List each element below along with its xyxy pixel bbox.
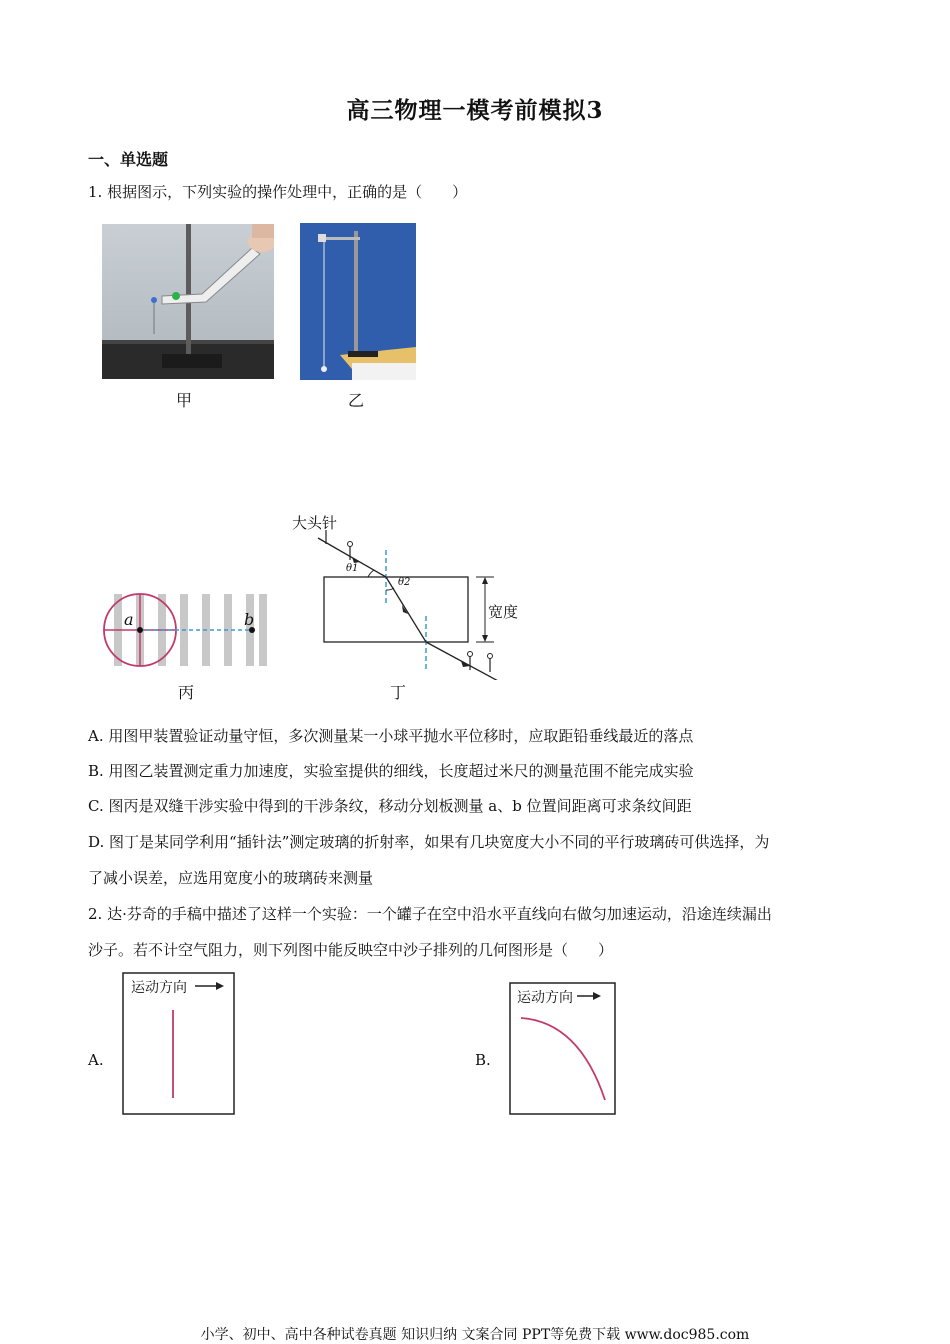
q1-option-d-line2: 了减小误差，应选用宽度小的玻璃砖来测量 [88, 869, 374, 887]
q2-option-b-direction-label: 运动方向 [517, 990, 573, 1006]
figure-label-yi: 乙 [347, 391, 364, 410]
q2-option-a-label: A. [88, 1051, 104, 1069]
q2-option-a-direction-label: 运动方向 [131, 980, 187, 996]
question-2-stem-line2: 沙子。若不计空气阻力，则下列图中能反映空中沙子排列的几何图形是（ ） [88, 941, 614, 959]
theta1-label: θ1 [346, 563, 359, 574]
question-1-stem: 1. 根据图示，下列实验的操作处理中，正确的是（ ） [88, 183, 468, 201]
q1-option-a: A. 用图甲装置验证动量守恒，多次测量某一小球平抛水平位移时，应取距铅垂线最近的落点 [88, 727, 694, 745]
fringe-point-b-label: b [244, 610, 255, 629]
width-label: 宽度 [488, 603, 519, 621]
figure-label-jia: 甲 [175, 391, 192, 410]
question-2-stem-line1: 2. 达·芬奇的手稿中描述了这样一个实验：一个罐子在空中沿水平直线向右做匀加速运动，沿途连续漏出 [88, 905, 772, 923]
q1-option-c: C. 图丙是双缝干涉实验中得到的干涉条纹，移动分划板测量 a、b 位置间距离可求条纹间距 [88, 797, 692, 815]
section-heading: 一、单选题 [88, 150, 169, 169]
q1-option-b: B. 用图乙装置测定重力加速度，实验室提供的细线，长度超过米尺的测量范围不能完成实验 [88, 762, 694, 780]
figure-yi-photo [300, 223, 416, 380]
figure-bing-fringes [98, 590, 273, 670]
q2-option-b-label: B. [475, 1051, 491, 1069]
footer: 小学、初中、高中各种试卷真题 知识归纳 文案合同 PPT等免费下载 www.doc985.com [200, 1327, 750, 1343]
fringe-point-a-label: a [124, 610, 134, 629]
figure-jia-photo [102, 224, 274, 379]
figure-label-ding: 丁 [389, 683, 406, 702]
q1-option-d-line1: D. 图丁是某同学利用“插针法”测定玻璃的折射率，如果有几块宽度大小不同的平行玻璃砖可供选择，为 [88, 833, 770, 851]
figure-ding-refraction [290, 530, 520, 680]
pin-label: 大头针 [292, 514, 338, 532]
page-title: 高三物理一模考前模拟3 [346, 97, 604, 124]
theta2-label: θ2 [398, 577, 411, 588]
figure-label-bing: 丙 [177, 683, 194, 702]
